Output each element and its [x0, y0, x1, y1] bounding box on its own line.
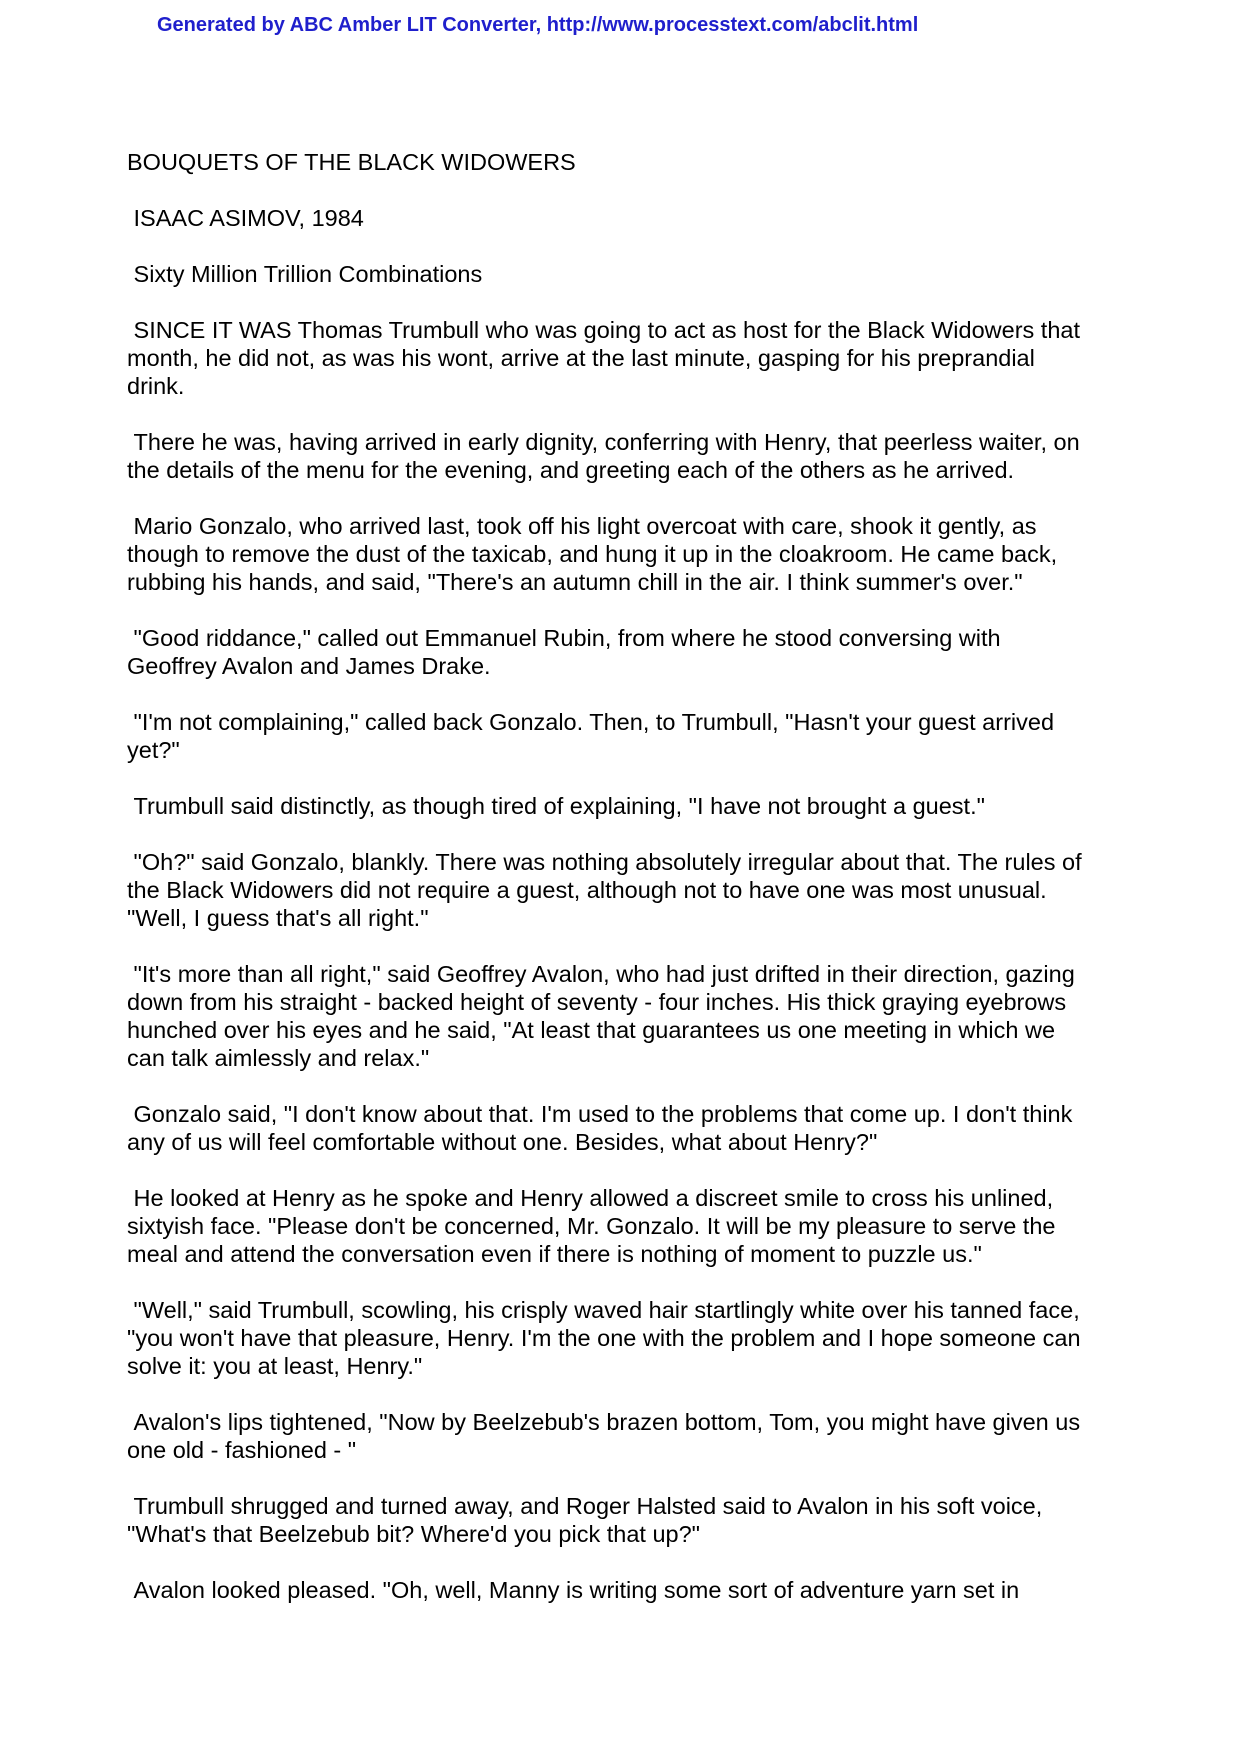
- paragraph: Trumbull said distinctly, as though tired of explaining, "I have not brought a guest.": [127, 793, 985, 819]
- paragraph: "It's more than all right," said Geoffrey Avalon, who had just drifted in their direction, gazing down from his straight - backed height of seventy - four inches. His thick graying eyebrows hunched over his eyes and he said, "At least that guarantees us one meeting in which we can talk aimlessly and relax.": [127, 961, 1075, 1071]
- paragraph: He looked at Henry as he spoke and Henry allowed a discreet smile to cross his unlined, sixtyish face. "Please don't be concerned, Mr. Gonzalo. It will be my pleasure to serve the meal and attend the conversation even if there is nothing of moment to puzzle us.": [127, 1185, 1056, 1267]
- paragraph: "Well," said Trumbull, scowling, his crisply waved hair startlingly white over his tanned face, "you won't have that pleasure, Henry. I'm the one with the problem and I hope someone can solve it: you at least, Henry.": [127, 1297, 1081, 1379]
- author-line: ISAAC ASIMOV, 1984: [127, 205, 364, 231]
- document-body: [127, 148, 1127, 1632]
- paragraph: SINCE IT WAS Thomas Trumbull who was going to act as host for the Black Widowers that month, he did not, as was his wont, arrive at the last minute, gasping for his preprandial drink.: [127, 317, 1081, 399]
- book-title: BOUQUETS OF THE BLACK WIDOWERS: [127, 149, 576, 175]
- paragraph: "Oh?" said Gonzalo, blankly. There was nothing absolutely irregular about that. The rules of the Black Widowers did not require a guest, although not to have one was most unusual. "Well, I guess that's all right.": [127, 849, 1082, 931]
- paragraph: "I'm not complaining," called back Gonzalo. Then, to Trumbull, "Hasn't your guest arrived yet?": [127, 709, 1055, 763]
- paragraph: There he was, having arrived in early dignity, conferring with Henry, that peerless waiter, on the details of the menu for the evening, and greeting each of the others as he arrived.: [127, 429, 1080, 483]
- chapter-title: Sixty Million Trillion Combinations: [127, 261, 483, 287]
- converter-banner-link[interactable]: Generated by ABC Amber LIT Converter, http://www.processtext.com/abclit.html: [157, 14, 919, 36]
- paragraph: Trumbull shrugged and turned away, and Roger Halsted said to Avalon in his soft voice, "What's that Beelzebub bit? Where'd you pick that up?": [127, 1493, 1043, 1547]
- paragraph: Gonzalo said, "I don't know about that. I'm used to the problems that come up. I don't think any of us will feel comfortable without one. Besides, what about Henry?": [127, 1101, 1073, 1155]
- paragraph: Avalon's lips tightened, "Now by Beelzebub's brazen bottom, Tom, you might have given us one old - fashioned - ": [127, 1409, 1081, 1463]
- paragraph: "Good riddance," called out Emmanuel Rubin, from where he stood conversing with Geoffrey Avalon and James Drake.: [127, 625, 1001, 679]
- paragraph: Mario Gonzalo, who arrived last, took off his light overcoat with care, shook it gently, as though to remove the dust of the taxicab, and hung it up in the cloakroom. He came back, rubbing his hands, and said, "There's an autumn chill in the air. I think summer's over.": [127, 513, 1058, 595]
- paragraph: Avalon looked pleased. "Oh, well, Manny is writing some sort of adventure yarn set in: [127, 1577, 1020, 1603]
